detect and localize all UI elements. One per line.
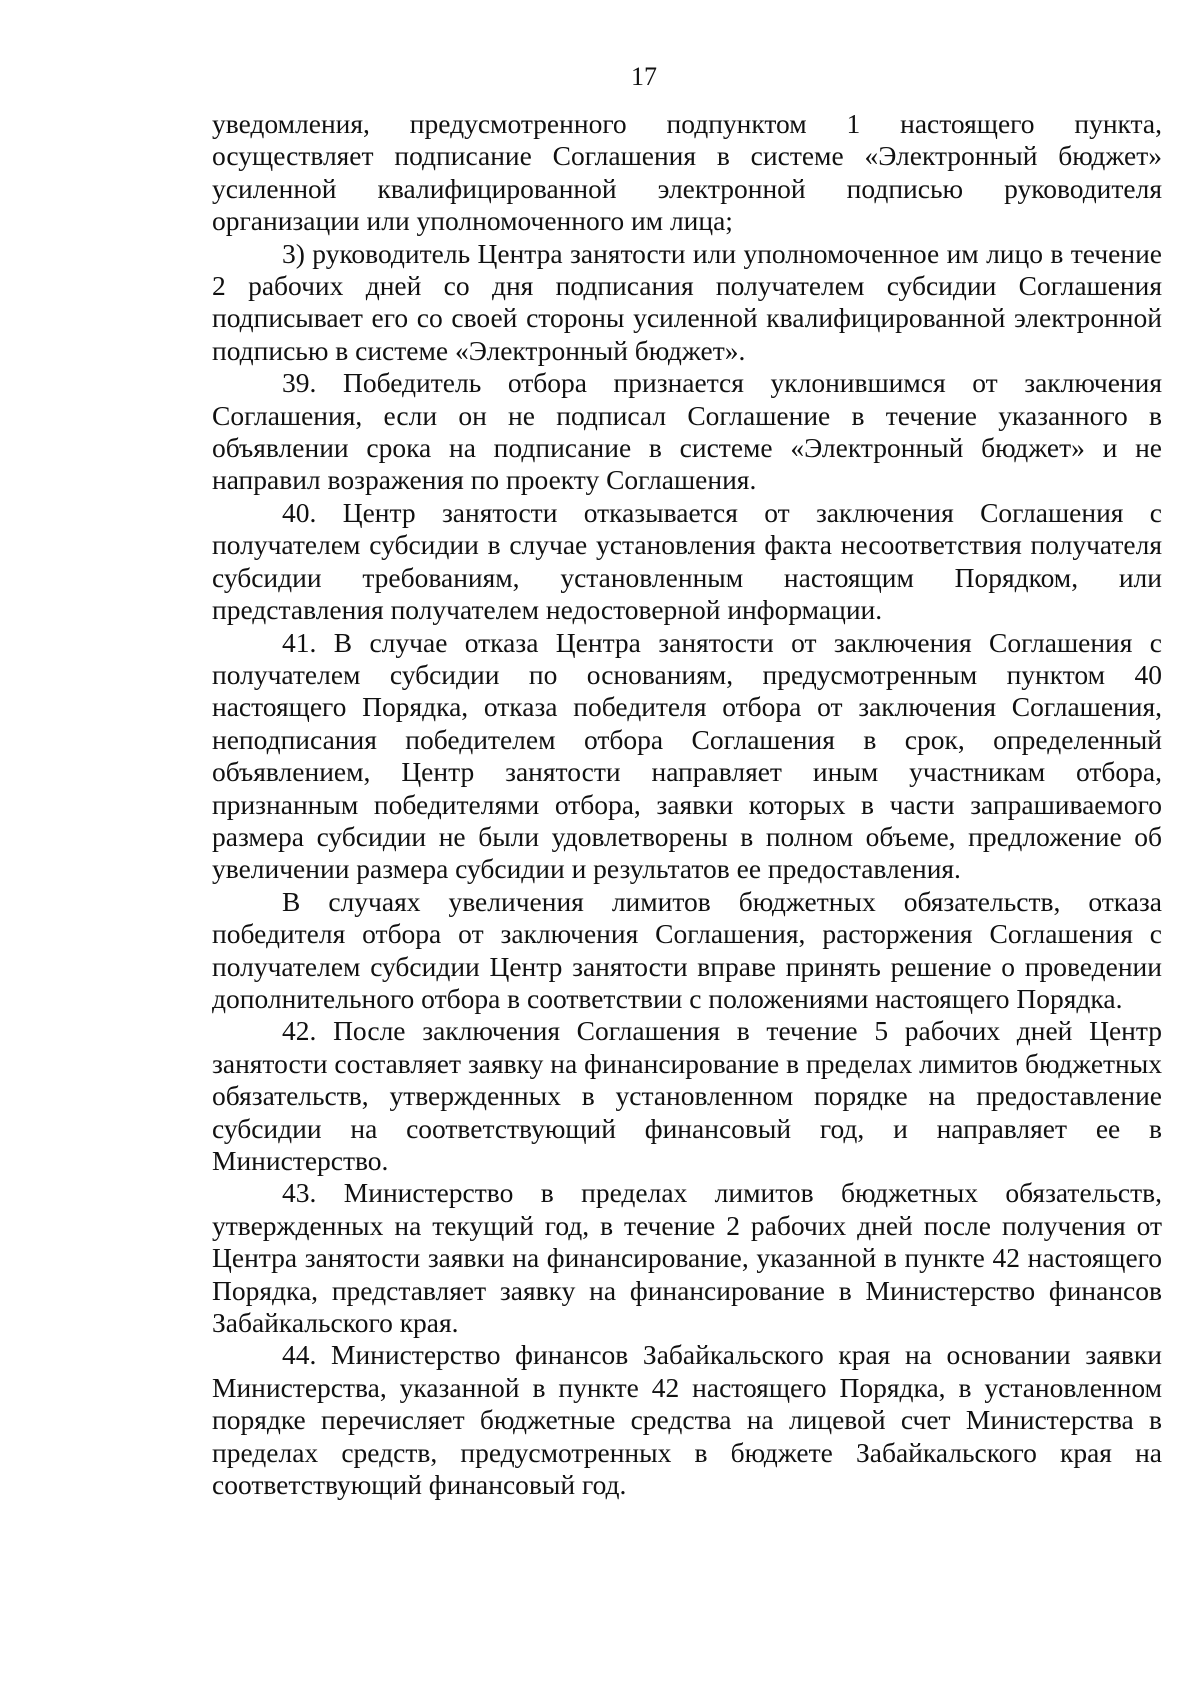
paragraph-39: 39. Победитель отбора признается уклонившимся от заключения Соглашения, если он не подписал Соглашение в течение указанного в объявлении срока на подписание в системе «Электронный бюджет» и не направил возражения по проекту Соглашения. — [212, 367, 1162, 496]
page-number: 17 — [631, 62, 657, 91]
paragraph-42: 42. После заключения Соглашения в течение 5 рабочих дней Центр занятости составляет заявку на финансирование в пределах лимитов бюджетных обязательств, утвержденных в установленном порядке на предоставление субсидии на соответствующий финансовый год, и направляет ее в Министерство. — [212, 1015, 1162, 1176]
paragraph-44: 44. Министерство финансов Забайкальского края на основании заявки Министерства, указанной в пункте 42 настоящего Порядка, в установленном порядке перечисляет бюджетные средства на лицевой счет Министерства в пределах средств, предусмотренных в бюджете Забайкальского края на соответствующий финансовый год. — [212, 1339, 1162, 1501]
paragraph-41-continuation: В случаях увеличения лимитов бюджетных обязательств, отказа победителя отбора от заключения Соглашения, расторжения Соглашения с получателем субсидии Центр занятости вправе принять решение о проведении дополнительного отбора в соответствии с положениями настоящего Порядка. — [212, 885, 1162, 1014]
document-body — [212, 108, 1162, 1501]
paragraph-41: 41. В случае отказа Центра занятости от заключения Соглашения с получателем субсидии по основаниям, предусмотренным пунктом 40 настоящего Порядка, отказа победителя отбора от заключения Соглашения, неподписания победителем отбора Соглашения в срок, определенный объявлением, Центр занятости направляет иным участникам отбора, признанным победителями отбора, заявки которых в части запрашиваемого размера субсидии не были удовлетворены в полном объеме, предложение об увеличении размера субсидии и результатов ее предоставления. — [212, 626, 1162, 885]
paragraph-40: 40. Центр занятости отказывается от заключения Соглашения с получателем субсидии в случае установления факта несоответствия получателя субсидии требованиям, установленным настоящим Порядком, или представления получателем недостоверной информации. — [212, 496, 1162, 626]
paragraph-intro: уведомления, предусмотренного подпунктом 1 настоящего пункта, осуществляет подписание Соглашения в системе «Электронный бюджет» усиленной квалифицированной электронной подписью руководителя организации или уполномоченного им лица; — [212, 108, 1162, 237]
paragraph-43: 43. Министерство в пределах лимитов бюджетных обязательств, утвержденных на текущий год, в течение 2 рабочих дней после получения от Центра занятости заявки на финансирование, указанной в пункте 42 настоящего Порядка, представляет заявку на финансирование в Министерство финансов Забайкальского края. — [212, 1177, 1162, 1339]
paragraph-subitem-3: 3) руководитель Центра занятости или уполномоченное им лицо в течение 2 рабочих дней со дня подписания получателем субсидии Соглашения подписывает его со своей стороны усиленной квалифицированной электронной подписью в системе «Электронный бюджет». — [212, 237, 1162, 366]
